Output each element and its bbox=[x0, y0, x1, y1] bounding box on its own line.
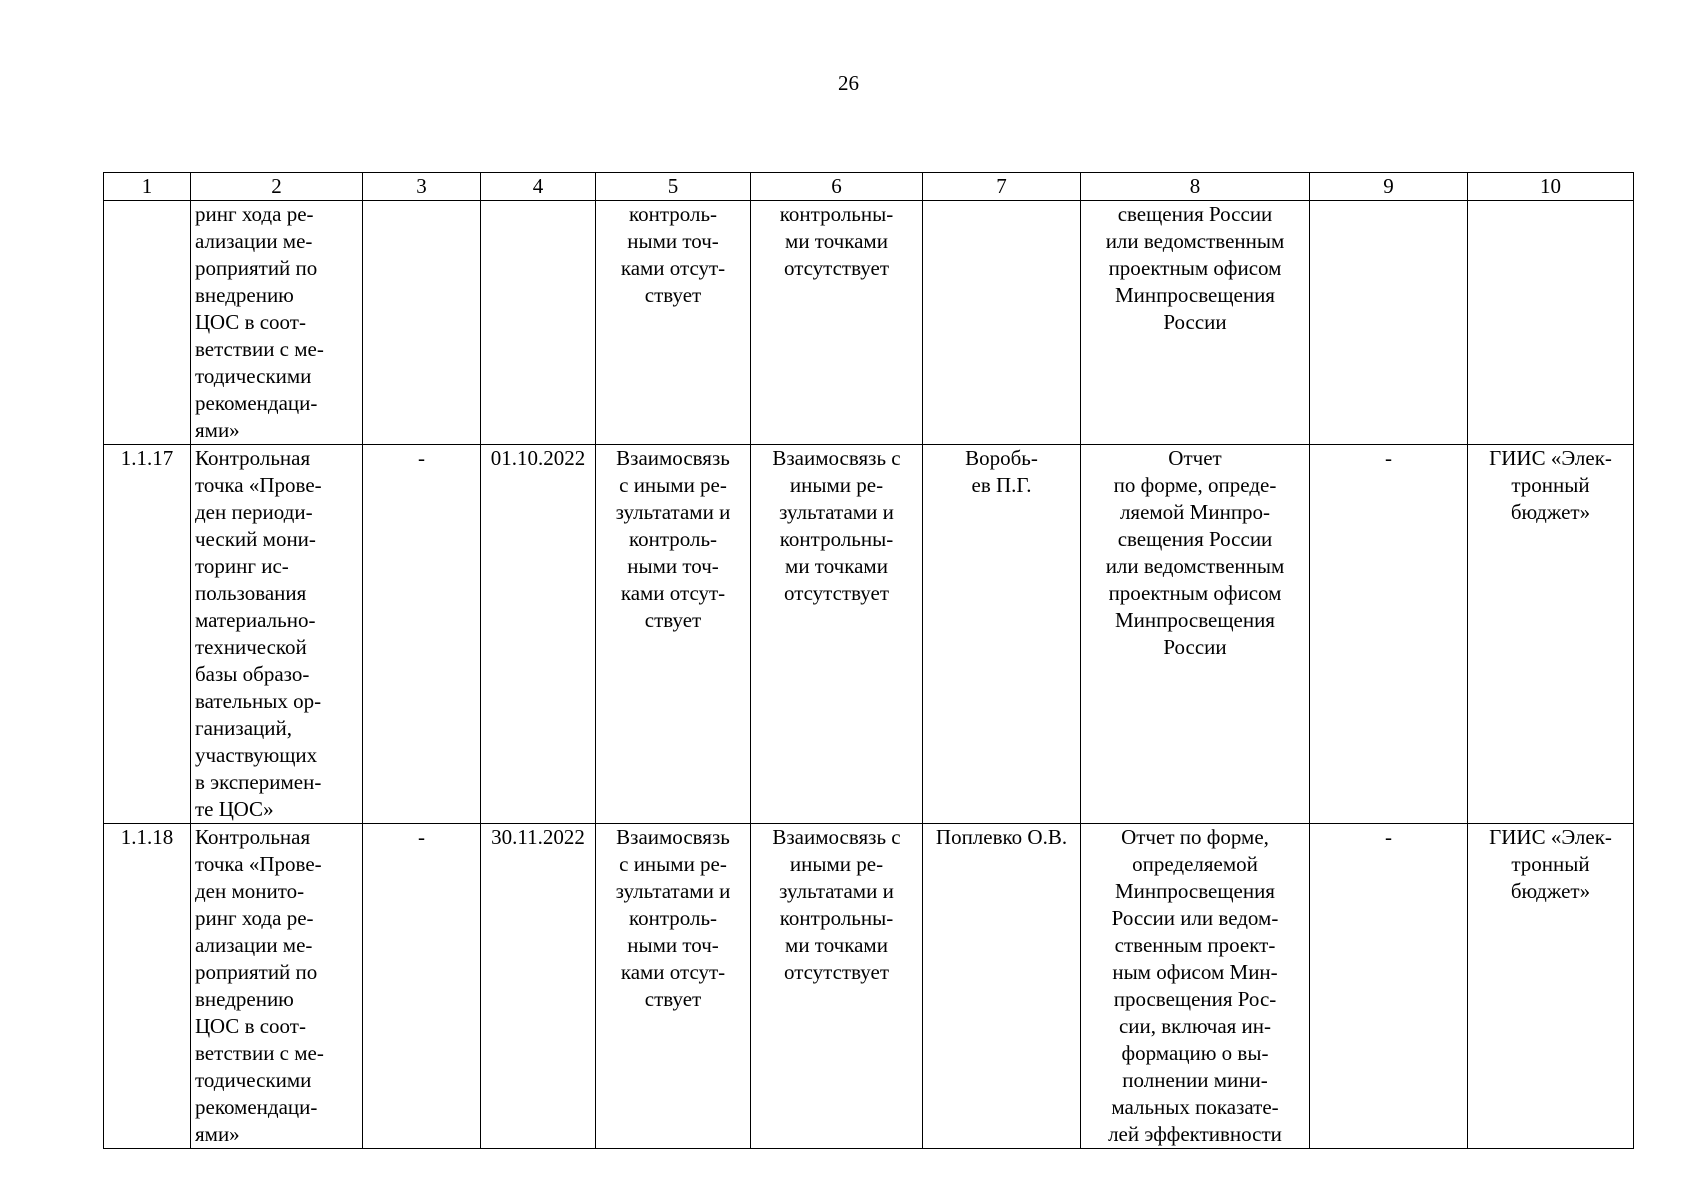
table-header bbox=[104, 173, 1634, 201]
column-header-7: 7 bbox=[923, 173, 1081, 201]
cell-number: 1.1.17 bbox=[104, 445, 191, 824]
column-header-2: 2 bbox=[191, 173, 363, 201]
column-header-10: 10 bbox=[1468, 173, 1634, 201]
cell-responsible bbox=[923, 201, 1081, 445]
cell-col5: Взаимосвязь с иными ре- зультатами и контроль- ными точ- ками отсут- ствует bbox=[596, 445, 751, 824]
cell-col5: контроль- ными точ- ками отсут- ствует bbox=[596, 201, 751, 445]
column-header-5: 5 bbox=[596, 173, 751, 201]
cell-col10 bbox=[1468, 201, 1634, 445]
cell-responsible: Поплевко О.В. bbox=[923, 824, 1081, 1149]
cell-date: 30.11.2022 bbox=[481, 824, 596, 1149]
cell-name: Контрольная точка «Прове- ден монито- ринг хода ре- ализации ме- роприятий по внедрению ЦОС в соот- ветствии с ме- тодическими рекомендаци- ями» bbox=[191, 824, 363, 1149]
cell-col6: контрольны- ми точками отсутствует bbox=[751, 201, 923, 445]
cell-col6: Взаимосвязь с иными ре- зультатами и контрольны- ми точками отсутствует bbox=[751, 445, 923, 824]
cell-responsible: Воробь- ев П.Г. bbox=[923, 445, 1081, 824]
table-row-1-1-18 bbox=[104, 824, 1634, 1149]
plan-table bbox=[103, 172, 1634, 1149]
cell-col8: свещения России или ведомственным проектным офисом Минпросвещения России bbox=[1081, 201, 1310, 445]
cell-col9: - bbox=[1310, 445, 1468, 824]
column-header-3: 3 bbox=[363, 173, 481, 201]
cell-date bbox=[481, 201, 596, 445]
cell-col9 bbox=[1310, 201, 1468, 445]
cell-col3: - bbox=[363, 824, 481, 1149]
cell-number: 1.1.18 bbox=[104, 824, 191, 1149]
cell-col9: - bbox=[1310, 824, 1468, 1149]
cell-col6: Взаимосвязь с иными ре- зультатами и контрольны- ми точками отсутствует bbox=[751, 824, 923, 1149]
cell-col5: Взаимосвязь с иными ре- зультатами и контроль- ными точ- ками отсут- ствует bbox=[596, 824, 751, 1149]
cell-col8: Отчет по форме, определяемой Минпросвещения России или ведом- ственным проект- ным офисом Мин- просвещения Рос- сии, включая ин- формацию о вы- полнении мини- мальных показате- лей эффективности bbox=[1081, 824, 1310, 1149]
cell-col3 bbox=[363, 201, 481, 445]
cell-col10: ГИИС «Элек- тронный бюджет» bbox=[1468, 824, 1634, 1149]
column-header-4: 4 bbox=[481, 173, 596, 201]
cell-col3: - bbox=[363, 445, 481, 824]
cell-number bbox=[104, 201, 191, 445]
column-header-8: 8 bbox=[1081, 173, 1310, 201]
table-row-1-1-17 bbox=[104, 445, 1634, 824]
cell-name: Контрольная точка «Прове- ден периоди- ческий мони- торинг ис- пользования материально- технической базы образо- вательных ор- ганизаций, участвующих в эксперимен- те ЦОС» bbox=[191, 445, 363, 824]
cell-date: 01.10.2022 bbox=[481, 445, 596, 824]
page-number: 26 bbox=[838, 71, 859, 95]
cell-name: ринг хода ре- ализации ме- роприятий по внедрению ЦОС в соот- ветствии с ме- тодическими рекомендаци- ями» bbox=[191, 201, 363, 445]
column-header-1: 1 bbox=[104, 173, 191, 201]
cell-col8: Отчет по форме, опреде- ляемой Минпро- свещения России или ведомственным проектным офисом Минпросвещения России bbox=[1081, 445, 1310, 824]
table-row-continued bbox=[104, 201, 1634, 445]
column-header-9: 9 bbox=[1310, 173, 1468, 201]
column-header-6: 6 bbox=[751, 173, 923, 201]
cell-col10: ГИИС «Элек- тронный бюджет» bbox=[1468, 445, 1634, 824]
header-row bbox=[104, 173, 1634, 201]
